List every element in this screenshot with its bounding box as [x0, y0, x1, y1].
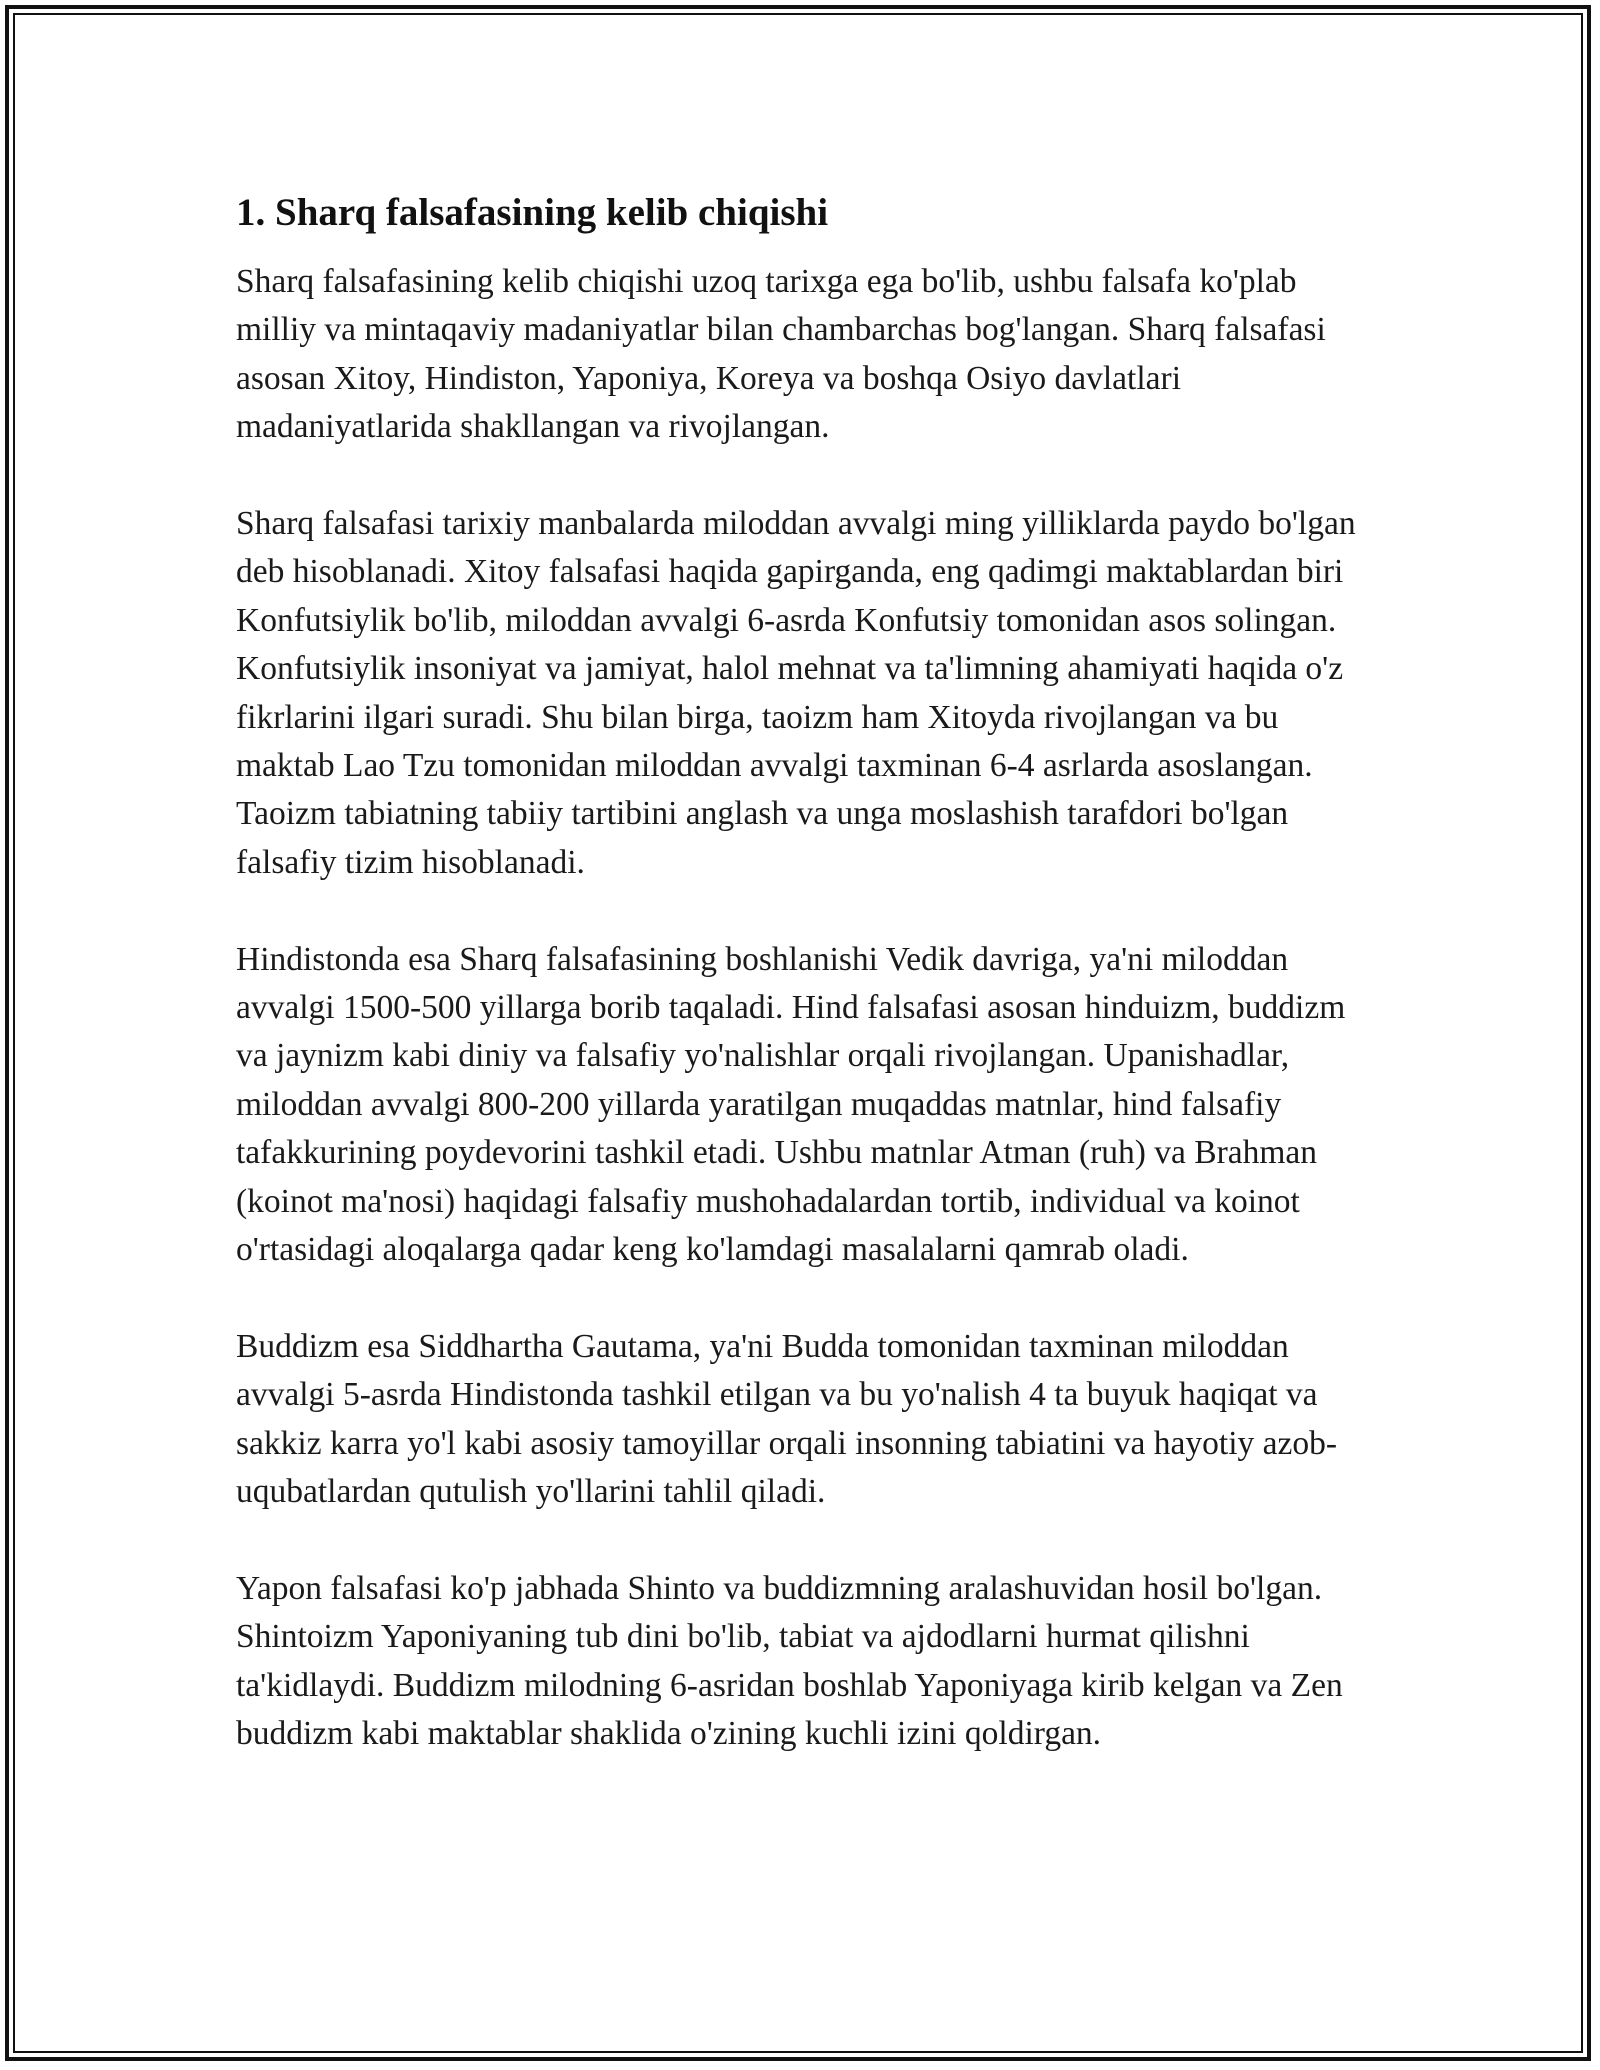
paragraph-india: Hindistonda esa Sharq falsafasining boshlanishi Vedik davriga, ya'ni miloddan avvalgi 1500-500 yillarga borib taqaladi. Hind falsafasi asosan hinduizm, buddizm va jaynizm kabi diniy va falsafiy yo'nalishlar orqali rivojlangan. Upanishadlar, miloddan avvalgi 800-200 yillarda yaratilgan muqaddas matnlar, hind falsafiy tafakkurining poydevorini tashkil etadi. Ushbu matnlar Atman (ruh) va Brahman (koinot ma'nosi) haqidagi falsafiy mushohadalardan tortib, individual va koinot o'rtasidagi aloqalarga qadar keng ko'lamdagi masalalarni qamrab oladi.: [236, 940, 1346, 1269]
section-heading: 1. Sharq falsafasining kelib chiqishi: [236, 191, 829, 234]
paragraph-origins: Sharq falsafasining kelib chiqishi uzoq tarixga ega bo'lib, ushbu falsafa ko'plab milliy va mintaqaviy madaniyatlar bilan chambarchas bog'langan. Sharq falsafasi asosan Xitoy, Hindiston, Yaponiya, Koreya va boshqa Osiyo davlatlari madaniyatlarida shakllangan va rivojlangan.: [236, 263, 1326, 446]
paragraph-china: Sharq falsafasi tarixiy manbalarda miloddan avvalgi ming yilliklarda paydo bo'lgan deb hisoblanadi. Xitoy falsafasi haqida gapirganda, eng qadimgi maktablardan biri Konfutsiylik bo'lib, miloddan avvalgi 6-asrda Konfutsiy tomonidan asos solingan. Konfutsiylik insoniyat va jamiyat, halol mehnat va ta'limning ahamiyati haqida o'z fikrlarini ilgari suradi. Shu bilan birga, taoizm ham Xitoyda rivojlangan va bu maktab Lao Tzu tomonidan miloddan avvalgi taxminan 6-4 asrlarda asoslangan. Taoizm tabiatning tabiiy tartibini anglash va unga moslashish tarafdori bo'lgan falsafiy tizim hisoblanadi.: [236, 505, 1356, 881]
document-body: [236, 188, 1376, 1807]
paragraph-buddhism: Buddizm esa Siddhartha Gautama, ya'ni Budda tomonidan taxminan miloddan avvalgi 5-asrda Hindistonda tashkil etilgan va bu yo'nalish 4 ta buyuk haqiqat va sakkiz karra yo'l kabi asosiy tamoyillar orqali insonning tabiatini va hayotiy azob-uqubatlardan qutulish yo'llarini tahlil qiladi.: [236, 1327, 1338, 1511]
paragraph-japan: Yapon falsafasi ko'p jabhada Shinto va buddizmning aralashuvidan hosil bo'lgan. Shintoizm Yaponiyaning tub dini bo'lib, tabiat va ajdodlarni hurmat qilishni ta'kidlaydi. Buddizm milodning 6-asridan boshlab Yaponiyaga kirib kelgan va Zen buddizm kabi maktablar shaklida o'zining kuchli izini qoldirgan.: [236, 1569, 1343, 1753]
